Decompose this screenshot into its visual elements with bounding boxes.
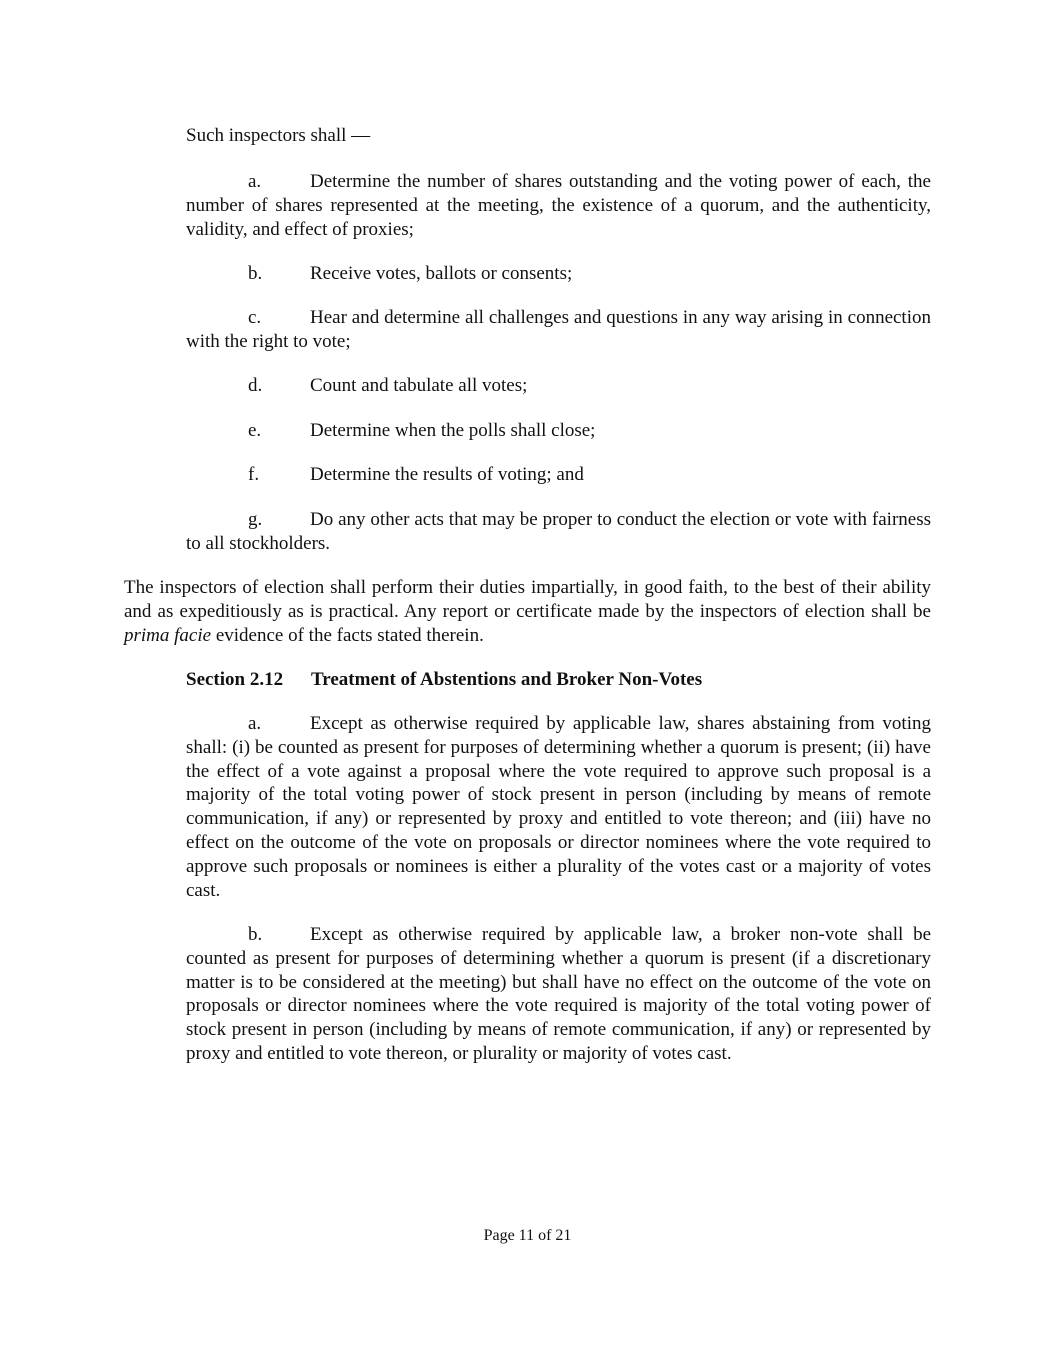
duty-item-f [186, 463, 931, 487]
duty-text-e: Determine when the polls shall close; [310, 420, 596, 441]
duty-text-a: Determine the number of shares outstanding and the voting power of each, the number of shares represented at the meeting, the existence of a quorum, and the authenticity, validity, and effect of proxies; [186, 171, 931, 240]
duty-item-c [186, 306, 931, 354]
section-number: Section 2.12 [186, 669, 284, 690]
duty-letter-e: e. [248, 420, 262, 441]
page-number-footer: Page 11 of 21 [483, 1227, 572, 1244]
intro-line: Such inspectors shall — [186, 125, 371, 146]
duty-text-b: Receive votes, ballots or consents; [310, 263, 573, 284]
duty-letter-d: d. [248, 375, 263, 396]
duty-text-d: Count and tabulate all votes; [310, 375, 528, 396]
duty-letter-a: a. [248, 171, 262, 192]
section-title: Treatment of Abstentions and Broker Non-Votes [311, 669, 703, 690]
duty-item-g [186, 508, 931, 556]
duty-item-e [186, 419, 931, 443]
section-heading [186, 668, 931, 692]
duty-item-d [186, 374, 931, 398]
section-text-a: Except as otherwise required by applicable law, shares abstaining from voting shall: (i) be counted as present for purposes of determining whether a quorum is present; (ii) have the effect of a vote against a proposal where the vote required to approve such proposal is a majority of the total voting power of stock present in person (including by means of remote communication, if any) or represented by proxy and entitled to vote thereon; and (iii) have no effect on the outcome of the vote on proposals or director nominees where the vote required to approve such proposals or nominees is either a plurality of the votes cast or a majority of votes cast. [186, 713, 931, 901]
section-letter-a: a. [248, 713, 262, 734]
duty-text-c: Hear and determine all challenges and questions in any way arising in connection with the right to vote; [186, 307, 931, 352]
section-item-a [186, 712, 931, 902]
inspectors-text-after: evidence of the facts stated therein. [211, 624, 484, 646]
duty-letter-c: c. [248, 307, 262, 328]
inspectors-text-before: The inspectors of election shall perform their duties impartially, in good faith, to the best of their ability and as expeditiously as is practical. Any report or certificate made by the inspectors of election shall be [124, 577, 931, 622]
section-item-b [186, 923, 931, 1066]
duty-letter-f: f. [248, 464, 260, 485]
duty-item-a [186, 170, 931, 241]
duty-letter-b: b. [248, 263, 263, 284]
duty-text-f: Determine the results of voting; and [310, 464, 584, 485]
section-text-b: Except as otherwise required by applicable law, a broker non-vote shall be counted as present for purposes of determining whether a quorum is present (if a discretionary matter is to be considered at the meeting) but shall have no effect on the outcome of the vote on proposals or director nominees where the vote required is majority of the total voting power of stock present in person (including by means of remote communication, if any) or represented by proxy and entitled to vote thereon, or plurality or majority of votes cast. [186, 924, 931, 1064]
duty-letter-g: g. [248, 509, 263, 530]
inspectors-paragraph [124, 576, 931, 647]
inspectors-text-emphasis: prima facie [124, 624, 212, 646]
duty-text-g: Do any other acts that may be proper to conduct the election or vote with fairness to all stockholders. [186, 509, 931, 554]
duty-item-b [186, 262, 931, 286]
section-letter-b: b. [248, 924, 263, 945]
